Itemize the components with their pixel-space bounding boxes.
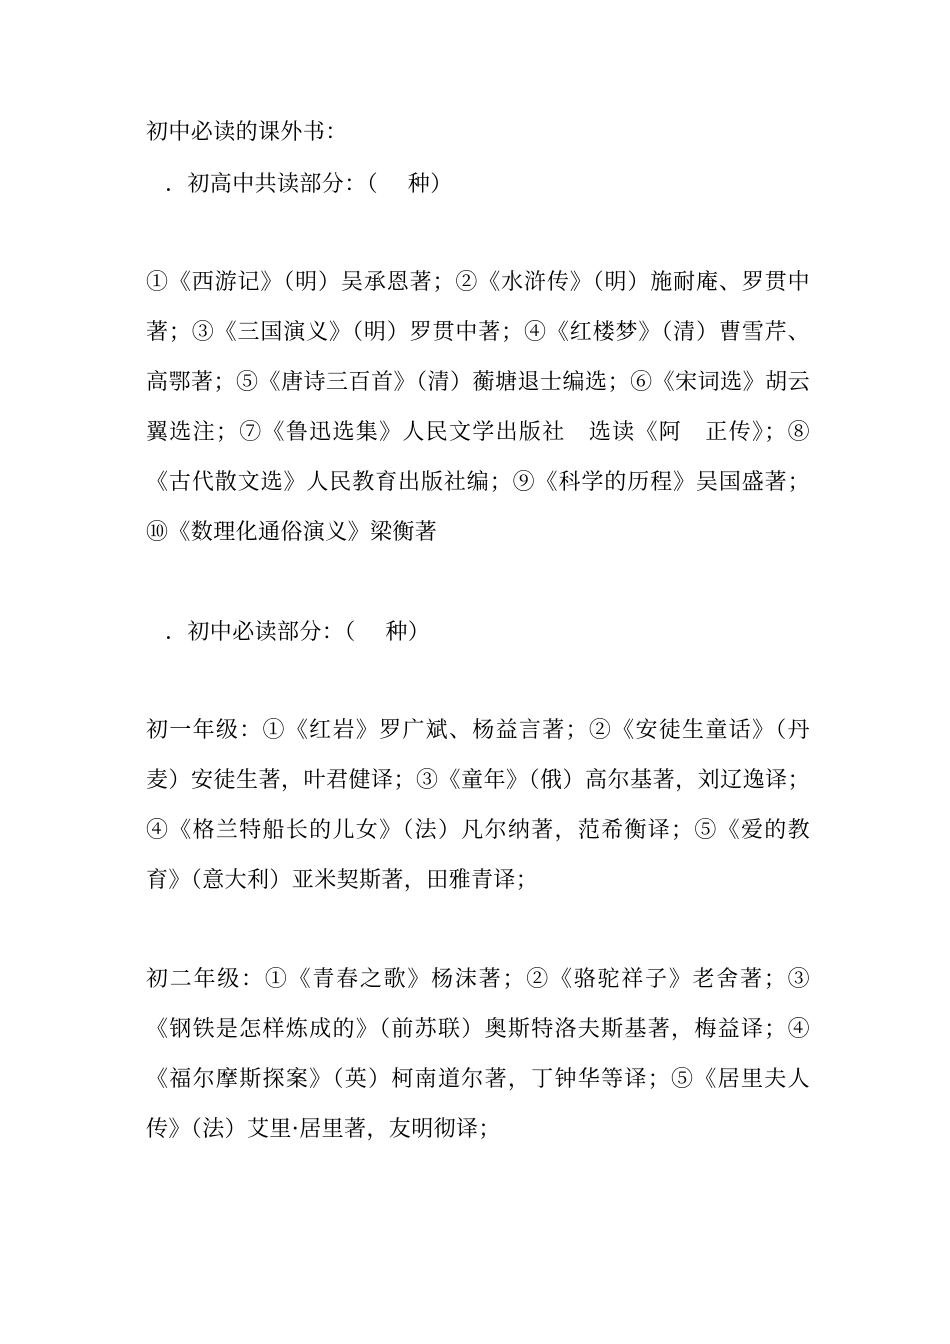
section-body-shared-reading: ①《西游记》（明）吴承恩著；②《水浒传》（明）施耐庵、罗贯中著；③《三国演义》（明）罗贯中著；④《红楼梦》（清）曹雪芹、高鄂著；⑤《唐诗三百首》（清）蘅塘退士编选；⑥《宋词选》胡云翼选注；⑦《鲁迅选集》人民文学出版社 选读《阿 正传》；⑧《古代散文选》人民教育出版社编；⑨《科学的历程》吴国盛著；⑩《数理化通俗演义》梁衡著	[146, 270, 810, 545]
section-heading-junior-reading: ．初中必读部分：（ 种）	[165, 620, 431, 645]
section-heading-shared-reading: ．初高中共读部分：（ 种）	[165, 172, 453, 197]
document-title: 初中必读的课外书：	[146, 120, 348, 145]
grade-one-reading-list: 初一年级：①《红岩》罗广斌、杨益言著；②《安徒生童话》（丹麦）安徒生著，叶君健译；③《童年》（俄）高尔基著，刘辽逸译；④《格兰特船长的儿女》（法）凡尔纳著，范希衡译；⑤《爱的教育》（意大利）亚米契斯著，田雅青译；	[146, 718, 810, 893]
grade-two-reading-list: 初二年级：①《青春之歌》杨沫著；②《骆驼祥子》老舍著；③《钢铁是怎样炼成的》（前苏联）奥斯特洛夫斯基著，梅益译；④《福尔摩斯探案》（英）柯南道尔著，丁钟华等译；⑤《居里夫人传》（法）艾里·居里著，友明彻译；	[146, 967, 810, 1142]
